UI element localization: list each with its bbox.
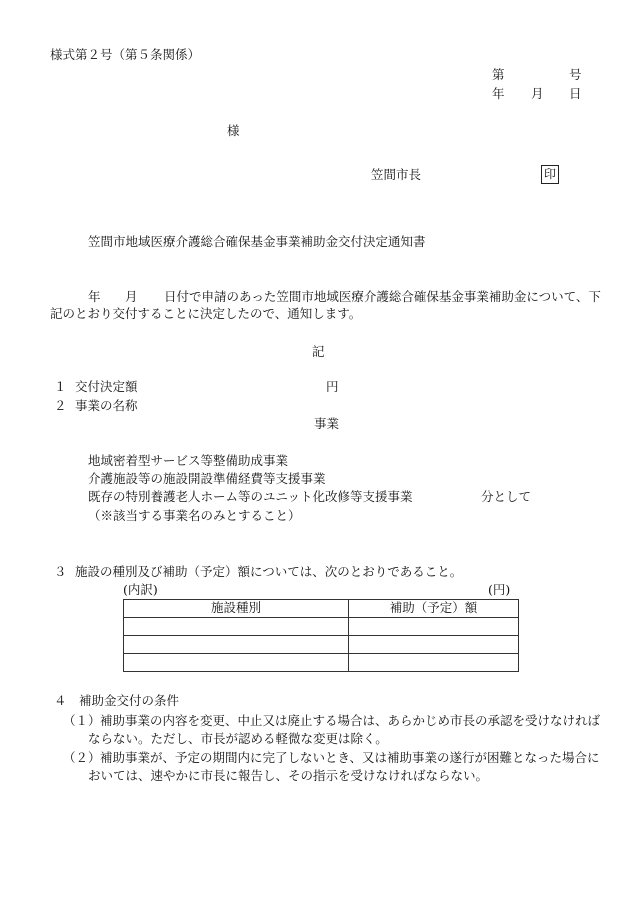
sender-name: 笠間市長 xyxy=(371,167,422,182)
header-subsidy-amount: 補助（予定）額 xyxy=(349,600,519,618)
condition2-line1: 補助事業が、予定の期間内に完了しないとき、又は補助事業の遂行が困難となった場合に xyxy=(100,750,600,765)
condition1-line2: ならない。ただし、市長が認める軽微な変更は除く。 xyxy=(88,731,388,746)
addressee-suffix: 様 xyxy=(227,123,240,138)
project-option-2: 介護施設等の施設開設準備経費等支援事業 xyxy=(88,471,326,486)
item3-text: 施設の種別及び補助（予定）額については、次のとおりであること。 xyxy=(75,564,463,579)
item2-suffix: 事業 xyxy=(314,416,340,431)
date-year: 年 xyxy=(492,86,505,101)
item2-number: ２ xyxy=(54,398,67,413)
form-number: 様式第２号（第５条関係） xyxy=(50,47,201,62)
document-title: 笠間市地域医療介護総合確保基金事業補助金交付決定通知書 xyxy=(88,234,426,249)
date-day: 日 xyxy=(569,86,582,101)
body-line1: 日付で申請のあった笠間市地域医療介護総合確保基金事業補助金について、下 xyxy=(164,289,601,304)
body-year: 年 xyxy=(88,289,101,304)
item2-label: 事業の名称 xyxy=(75,398,138,413)
table-cell xyxy=(124,654,349,672)
body-line2: 記のとおり交付することに決定したので、通知します。 xyxy=(50,306,362,321)
breakdown-label: (内訳) xyxy=(123,582,158,597)
condition2-line2: おいては、速やかに市長に報告し、その指示を受けなければならない。 xyxy=(88,768,489,783)
seal-stamp: 印 xyxy=(541,165,559,184)
breakdown-table xyxy=(123,599,519,672)
item3-number: ３ xyxy=(54,564,67,579)
table-cell xyxy=(124,618,349,636)
condition2-number: （２） xyxy=(63,750,101,765)
as-part-of: 分として xyxy=(481,489,532,504)
date-month: 月 xyxy=(531,86,544,101)
project-option-1: 地域密着型サービス等整備助成事業 xyxy=(88,453,289,468)
table-row xyxy=(124,636,519,654)
table-cell xyxy=(124,636,349,654)
table-cell xyxy=(349,654,519,672)
header-facility-type: 施設種別 xyxy=(124,600,349,618)
project-option-3: 既存の特別養護老人ホーム等のユニット化改修等支援事業 xyxy=(88,489,413,504)
table-header-row xyxy=(124,600,519,618)
table-row xyxy=(124,618,519,636)
table-cell xyxy=(349,636,519,654)
condition1-line1: 補助事業の内容を変更、中止又は廃止する場合は、あらかじめ市長の承認を受けなければ xyxy=(100,713,601,728)
table-cell xyxy=(349,618,519,636)
body-month: 月 xyxy=(125,289,138,304)
condition1-number: （１） xyxy=(63,713,101,728)
ref-go: 号 xyxy=(569,67,582,82)
ki-heading: 記 xyxy=(312,344,325,359)
item1-label: 交付決定額 xyxy=(75,379,138,394)
item1-unit: 円 xyxy=(326,379,339,394)
item1-number: １ xyxy=(54,379,67,394)
selection-note: （※該当する事業名のみとすること） xyxy=(88,508,301,523)
ref-dai: 第 xyxy=(492,67,505,82)
breakdown-unit: (円) xyxy=(488,582,511,597)
conditions-heading: ４ 補助金交付の条件 xyxy=(54,693,180,708)
table-row xyxy=(124,654,519,672)
